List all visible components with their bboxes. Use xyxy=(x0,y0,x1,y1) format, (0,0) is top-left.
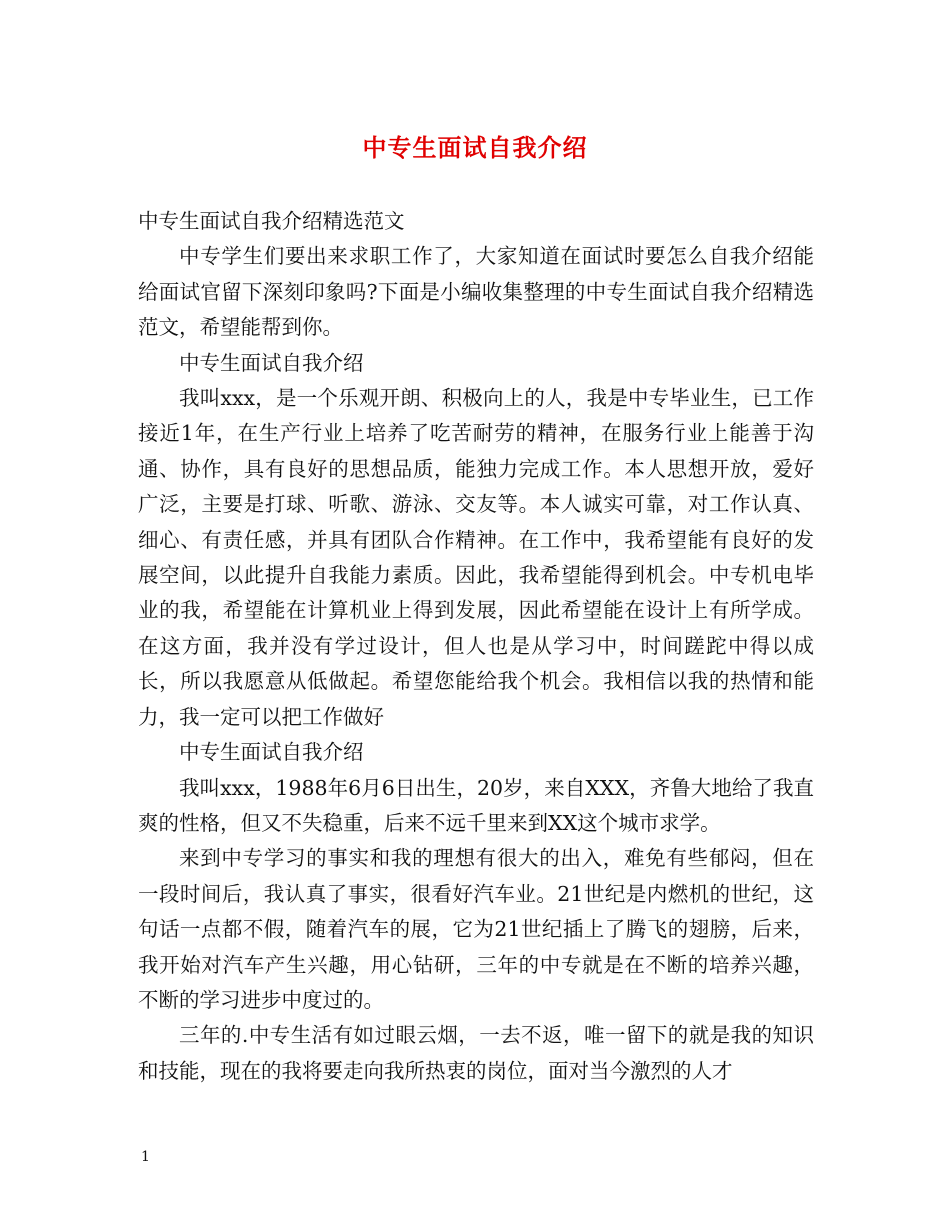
paragraph-sample-3: 来到中专学习的事实和我的理想有很大的出入，难免有些郁闷，但在一段时间后，我认真了事实，很看好汽车业。21世纪是内燃机的世纪，这句话一点都不假，随着汽车的展，它为21世纪插上了腾飞的翅膀，后来，我开始对汽车产生兴趣，用心钻研，三年的中专就是在不断的培养兴趣，不断的学习进步中度过的。 xyxy=(138,846,814,1012)
paragraph-subtitle: 中专生面试自我介绍精选范文 xyxy=(138,209,405,233)
page-number: 1 xyxy=(141,1149,150,1165)
paragraph-intro: 中专学生们要出来求职工作了，大家知道在面试时要怎么自我介绍能给面试官留下深刻印象吗?下面是小编收集整理的中专生面试自我介绍精选范文，希望能帮到你。 xyxy=(138,244,814,340)
paragraph-sample-2: 我叫xxx，1988年6月6日出生，20岁，来自XXX，齐鲁大地给了我直爽的性格，但又不失稳重，后来不远千里来到XX这个城市求学。 xyxy=(138,775,814,835)
section-heading-1: 中专生面试自我介绍 xyxy=(179,350,364,375)
section-heading-2: 中专生面试自我介绍 xyxy=(179,740,364,765)
document-title: 中专生面试自我介绍 xyxy=(362,133,588,162)
document-body xyxy=(138,204,814,1089)
paragraph-sample-4: 三年的.中专生活有如过眼云烟，一去不返，唯一留下的就是我的知识和技能，现在的我将要走向我所热衷的岗位，面对当今激烈的人才 xyxy=(138,1023,814,1083)
paragraph-sample-1: 我叫xxx，是一个乐观开朗、积极向上的人，我是中专毕业生，已工作接近1年，在生产行业上培养了吃苦耐劳的精神，在服务行业上能善于沟通、协作，具有良好的思想品质，能独力完成工作。本人思想开放，爱好广泛，主要是打球、听歌、游泳、交友等。本人诚实可靠，对工作认真、细心、有责任感，并具有团队合作精神。在工作中，我希望能有良好的发展空间，以此提升自我能力素质。因此，我希望能得到机会。中专机电毕业的我，希望能在计算机业上得到发展，因此希望能在设计上有所学成。在这方面，我并没有学过设计，但人也是从学习中，时间蹉跎中得以成长，所以我愿意从低做起。希望您能给我个机会。我相信以我的热情和能力，我一定可以把工作做好 xyxy=(138,386,814,729)
